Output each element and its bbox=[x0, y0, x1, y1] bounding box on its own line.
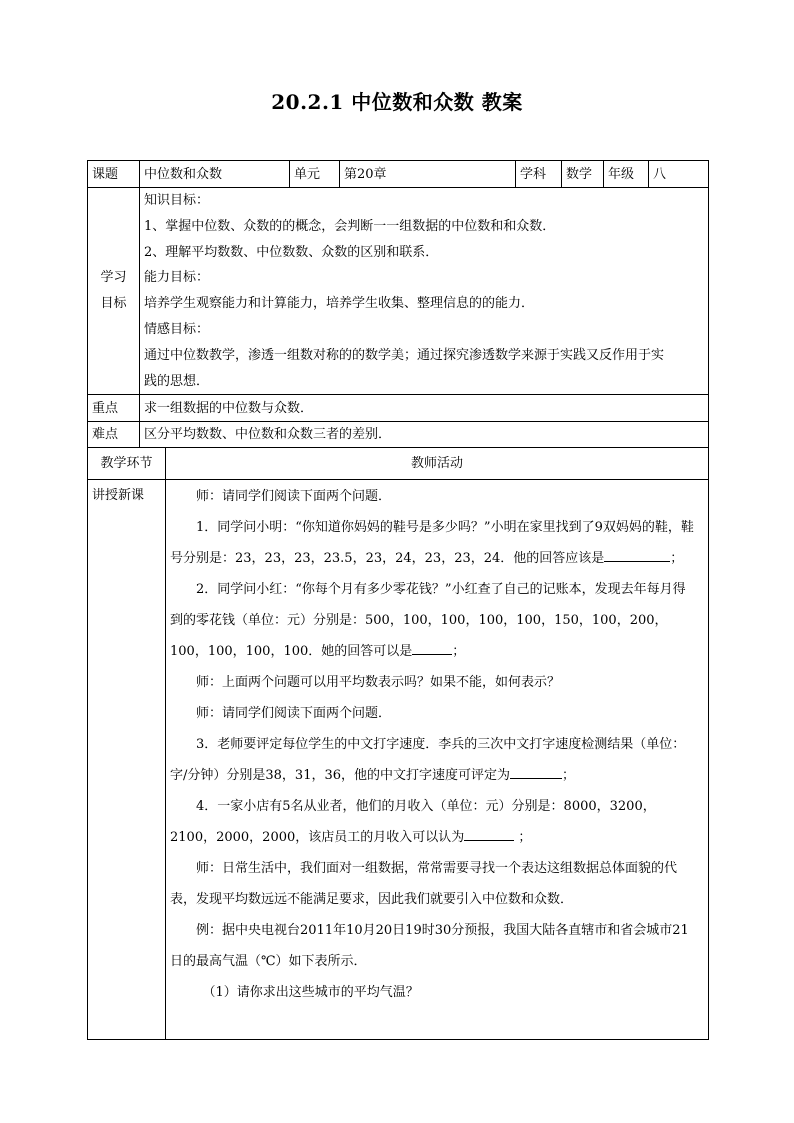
unit-value: 第20章 bbox=[340, 161, 516, 188]
answer-blank[interactable] bbox=[412, 640, 452, 655]
paragraph: 4．一家小店有5名从业者，他们的月收入（单位：元）分别是：8000，3200，2100，2000，2000，该店员工的月收入可以认为 ； bbox=[170, 799, 656, 845]
paragraph: 例：据中央电视台2011年10月20日19时30分预报，我国大陆各直辖市和省会城市21日的最高气温（℃）如下表所示． bbox=[170, 923, 689, 969]
answer-blank[interactable] bbox=[510, 764, 562, 779]
topic-value: 中位数和众数 bbox=[140, 161, 290, 188]
grade-value: 八 bbox=[649, 161, 709, 188]
paragraph: 师：请同学们阅读下面两个问题． bbox=[196, 489, 392, 504]
grade-label: 年级 bbox=[604, 161, 649, 188]
teacher-activity-content bbox=[166, 480, 709, 1040]
difficulty-value: 区分平均数数、中位数和众数三者的差别． bbox=[140, 422, 709, 448]
difficulty-label: 难点 bbox=[88, 422, 140, 448]
subject-label: 学科 bbox=[516, 161, 562, 188]
objectives-line: 1、掌握中位数、众数的的概念，会判断一一组数据的中位数和和众数． bbox=[144, 218, 556, 234]
section-label: 讲授新课 bbox=[88, 480, 166, 1040]
page-title: 20.2.1 中位数和众数 教案 bbox=[271, 90, 523, 114]
objectives-line: 通过中位数教学，渗透一组数对称的的数学美；通过探究渗透数学来源于实践又反作用于实 bbox=[144, 347, 665, 363]
paragraph: 师：日常生活中，我们面对一组数据，常常需要寻找一个表达这组数据总体面貌的代表，发现平均数远远不能满足要求，因此我们就要引入中位数和众数． bbox=[170, 861, 678, 907]
objectives-line: 能力目标： bbox=[144, 270, 210, 286]
key-point-value: 求一组数据的中位数与众数． bbox=[140, 395, 709, 422]
paragraph: 1．同学问小明：“你知道你妈妈的鞋号是多少吗？”小明在家里找到了9双妈妈的鞋，鞋号分别是：23，23，23，23.5，23，24，23，23，24．他的回答应该是 ； bbox=[170, 520, 694, 566]
paragraph: 3．老师要评定每位学生的中文打字速度．李兵的三次中文打字速度检测结果（单位：字/分钟）分别是38，31，36，他的中文打字速度可评定为 ； bbox=[170, 737, 686, 783]
paragraph: 2．同学问小红：“你每个月有多少零花钱？”小红查了自己的记账本，发现去年每月得到的零花钱（单位：元）分别是：500，100，100，100，100，150，100，200，100，100，100，100．她的回答可以是 ； bbox=[170, 582, 686, 659]
objectives-content bbox=[140, 188, 709, 395]
objectives-label bbox=[88, 188, 140, 395]
col-header-teacher: 教师活动 bbox=[166, 448, 709, 480]
objectives-line: 知识目标： bbox=[144, 193, 210, 208]
lesson-info-table bbox=[87, 160, 709, 448]
objectives-label-line1: 学习 bbox=[100, 270, 127, 286]
activity-table bbox=[87, 447, 709, 1040]
objectives-label-line2: 目标 bbox=[100, 296, 127, 312]
key-point-label: 重点 bbox=[88, 395, 140, 422]
answer-blank[interactable] bbox=[464, 826, 514, 841]
objectives-line: 情感目标： bbox=[144, 321, 210, 337]
answer-blank[interactable] bbox=[604, 547, 670, 562]
paragraph: （1）请你求出这些城市的平均气温？ bbox=[202, 985, 419, 1000]
subject-value: 数学 bbox=[562, 161, 604, 188]
objectives-line: 践的思想． bbox=[144, 373, 210, 389]
unit-label: 单元 bbox=[290, 161, 340, 188]
col-header-stage: 教学环节 bbox=[88, 448, 166, 480]
objectives-line: 2、理解平均数数、中位数数、众数的区别和联系． bbox=[144, 244, 439, 260]
paragraph: 师：上面两个问题可以用平均数表示吗？如果不能，如何表示？ bbox=[196, 675, 561, 690]
topic-label: 课题 bbox=[88, 161, 140, 188]
paragraph: 师：请同学们阅读下面两个问题． bbox=[196, 706, 392, 721]
objectives-line: 培养学生观察能力和计算能力，培养学生收集、整理信息的的能力． bbox=[144, 296, 535, 312]
